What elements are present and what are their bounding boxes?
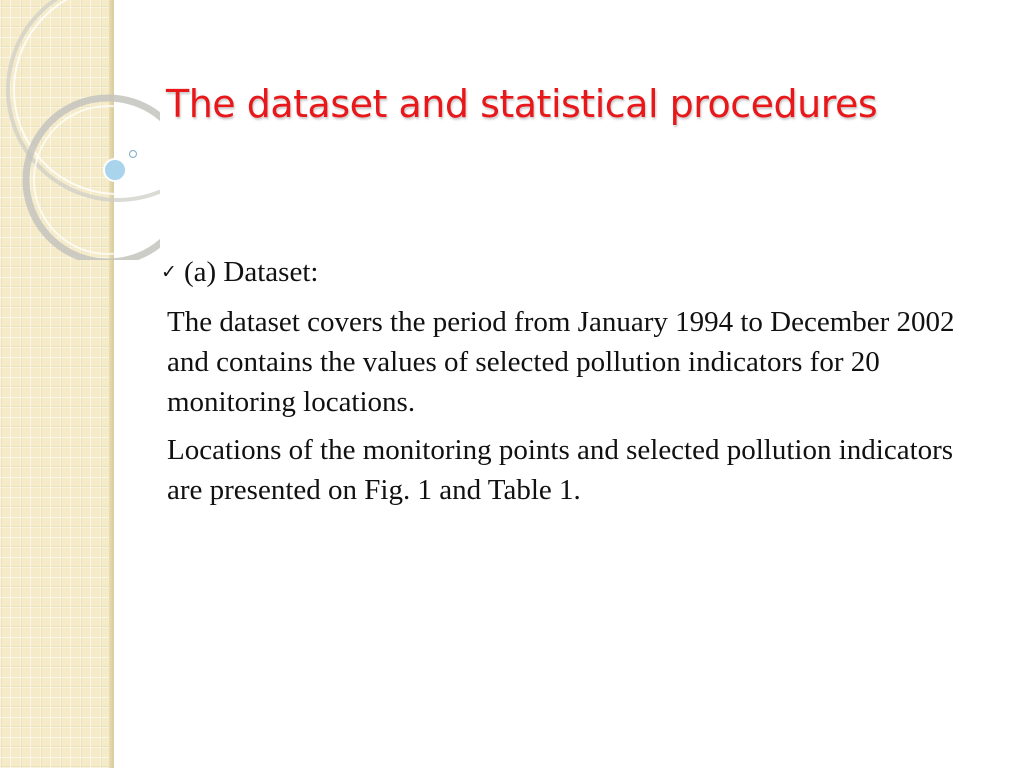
bullet-label: (a) Dataset: <box>184 256 319 288</box>
slide-title: The dataset and statistical procedures <box>166 82 878 126</box>
decorative-rings <box>0 0 160 260</box>
dataset-description-paragraph: The dataset covers the period from January 1994 to December 2002 and contains the values of selected pollution indicators for 20 monitoring locations. <box>167 306 955 418</box>
checkmark-icon: ✓ <box>161 261 177 283</box>
locations-paragraph: Locations of the monitoring points and selected pollution indicators are presented on Fig. 1 and Table 1. <box>167 434 954 506</box>
bullet-dataset <box>161 252 967 294</box>
slide-body <box>161 252 967 510</box>
